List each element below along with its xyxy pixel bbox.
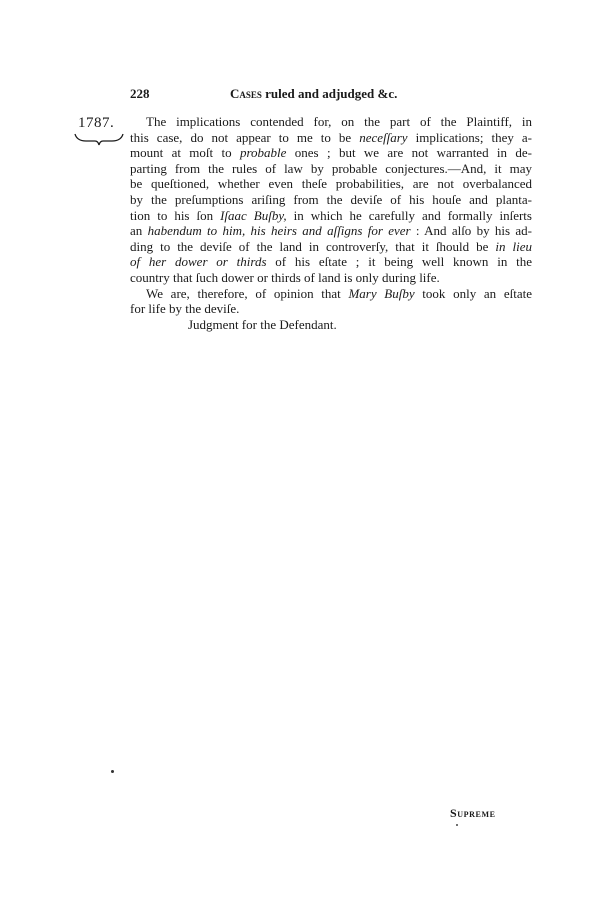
margin-year: 1787. [78,115,115,131]
text-run: be queſtioned, whether even theſe probabilities, are not overbalanced [130,176,532,192]
text-line-2 [130,130,532,146]
text-run: : And alſo by his ad- [410,223,532,239]
italic-run: habendum to him, his heirs and aſſigns for ever [147,223,411,239]
text-run: Judgment for the Defendant. [188,316,337,332]
text-run: ones ; but we are not warranted in de- [286,145,532,161]
text-run: implications; they a- [407,129,532,145]
text-run: We are, therefore, of opinion that [146,285,349,301]
text-run: of his eſtate ; it being well known in the [266,254,532,270]
text-line-8 [130,223,532,239]
text-run: tion to his ſon [130,207,221,223]
text-run: The implications contended for, on the part of the Plaintiff, in [146,114,532,129]
judgment-line [130,317,532,333]
stray-ink-dot [456,824,458,826]
text-run: took only an eſtate [414,285,533,301]
italic-run: Iſaac Buſby, [220,207,287,223]
text-run: mount at moſt to [130,145,240,161]
running-head [130,86,530,106]
catchword: Supreme [450,806,496,820]
text-line-9 [130,239,532,255]
text-line-11 [130,270,532,286]
text-line-6 [130,192,532,208]
italic-run: in lieu [495,238,532,254]
text-run: an [130,223,148,239]
text-line-13 [130,301,532,317]
italic-run: neceſſary [359,129,408,145]
case-opinion-text [130,114,532,332]
running-title-small-caps: Cases [230,86,262,101]
text-run: by the preſumptions ariſing from the deviſe of his houſe and planta- [130,191,532,207]
text-run: ding to the deviſe of the land in controverſy, that it ſhould be [130,238,496,254]
page-number: 228 [130,86,150,101]
text-line-7 [130,208,532,224]
italic-run: probable [239,145,287,161]
text-line-4 [130,161,532,177]
text-run: for life by the deviſe. [130,301,240,317]
running-title-rest: ruled and adjudged &c. [261,86,398,101]
text-line-12 [130,286,532,302]
text-line-1 [130,114,532,130]
italic-run: of her dower or thirds [130,254,267,270]
italic-run: Mary Buſby [348,285,415,301]
running-title [230,86,397,102]
text-run: parting from the rules of law by probable conjectures.—And, it may [130,160,532,176]
brace-mark [74,132,124,146]
text-run: this case, do not appear to me to be [130,129,360,145]
text-line-3 [130,145,532,161]
text-run: in which he carefully and formally inſerts [286,207,532,223]
stray-ink-mark [111,770,114,773]
text-run: country that ſuch dower or thirds of land is only during life. [130,269,440,285]
text-line-5 [130,176,532,192]
text-line-10 [130,254,532,270]
